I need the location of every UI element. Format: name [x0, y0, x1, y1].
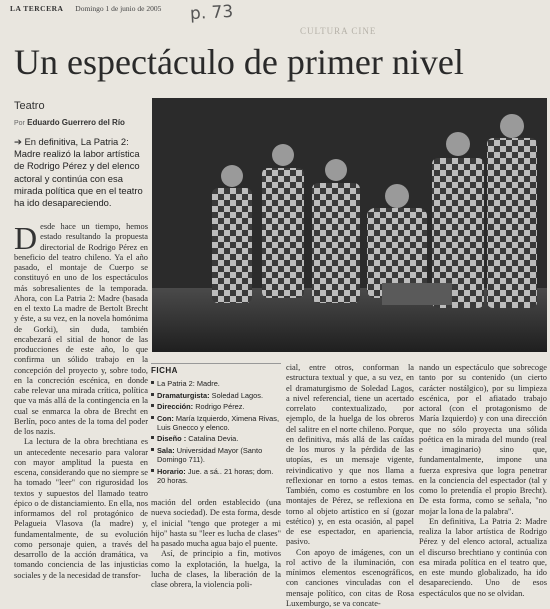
section-label: Teatro: [14, 100, 45, 112]
arrow-icon: ➔: [14, 136, 22, 147]
ficha-item: Sala: Universidad Mayor (Santo Domingo 711).: [151, 446, 281, 465]
body-paragraph: [14, 222, 148, 437]
body-paragraph: Así, de principio a fin, motivos como la explotación, la huelga, la lucha de clases, la liberación de la clase obrera, la violencia poli-: [151, 549, 281, 590]
faint-section-header: CULTURA CINE: [300, 26, 376, 36]
article-photo: [152, 98, 547, 352]
body-paragraph: nando un espectáculo que sobrecoge tanto por su contenido (un cierto carácter nostálgico), por su limpieza escénica, por el afiatado trabajo actoral (con el protagonismo de María Izquierdo) y con una dirección que no sólo proyecta una sólida poética en la mirada del mundo (real e imaginario) sino que, fundamentalmente, impone una fuerza expresiva que logra penetrar en la conciencia del espectador (tal y como lo pretendía el propio Brecht). De esta forma, como se señala, "no mojar la lona de la palabra".: [419, 363, 547, 517]
bullet-icon: [151, 381, 154, 384]
masthead: [10, 4, 161, 13]
bullet-icon: [151, 436, 154, 439]
drop-cap: D: [14, 222, 40, 251]
bullet-icon: [151, 448, 154, 451]
ficha-title: FICHA: [151, 366, 281, 375]
lead-text: En definitiva, La Patria 2: Madre realizó la labor artística de Rodrigo Pérez y del elenco actoral y continúa con esa mirada política que en el teatro ha ido desapareciendo.: [14, 136, 143, 208]
paragraph-text: esde hace un tiempo, hemos estado resultando la propuesta directorial de Rodrigo Pérez en beneficio del teatro chileno. Ya el año pasado, el montaje de Cuerpo se constituyó en uno de los espectáculos más sobresalientes de la temporada. Ahora, con La Patria 2: Madre (basada en el texto La madre de Bertolt Brecht y éste, a su vez, en la novela homónima de Gorki), sin duda, también encabezará el sitial de honor de las producciones de este año, lo que confirma un sólido trabajo en la concepción del proyecto y, sobre todo, en la concreción escénica, en donde cabe relevar una mirada crítica, política que va más allá de la contingencia en la cual se enmarca la obra de Brecht en Berlín, poco antes de la toma del poder de los nazis.: [14, 222, 148, 436]
ficha-item: Con: María Izquierdo, Ximena Rivas, Luis Gnecco y elenco.: [151, 414, 281, 433]
byline-prefix: Por: [14, 120, 25, 127]
bullet-icon: [151, 416, 154, 419]
headline: Un espectáculo de primer nivel: [14, 42, 464, 82]
byline: [14, 118, 125, 127]
lead-paragraph: [14, 136, 146, 209]
body-paragraph: cial, entre otros, conforman la estructura textual y que, a su vez, en el dramaturgismo de Soledad Lagos, a nivel referencial, tiene un acertado correlato contextualizado, por ejemplo, de la huelga de los obreros del salitre en el norte chileno. Porque, en definitiva, más allá de las caídas de los muros y la pérdida de las utopías, es un mensaje vigente, reivindicativo y que nos llama a reflexionar en torno a estos temas. También, como es costumbre en los montajes de Pérez, se reflexiona en torno al objeto artístico en sí (gozar estético) y, en esta ocasión, al papel de ese espectador, en apariencia, pasivo.: [286, 363, 414, 548]
body-column-1: [14, 222, 148, 581]
body-column-4: [419, 363, 547, 599]
ficha-item: La Patria 2: Madre.: [151, 379, 281, 388]
bullet-icon: [151, 469, 154, 472]
masthead-date: Domingo 1 de junio de 2005: [75, 4, 161, 13]
ficha-item: Dramaturgista: Soledad Lagos.: [151, 391, 281, 400]
bullet-icon: [151, 393, 154, 396]
masthead-brand: LA TERCERA: [10, 4, 63, 13]
handwritten-page-note: p. 73: [190, 2, 234, 24]
body-column-3: [286, 363, 414, 609]
ficha-item: Dirección: Rodrigo Pérez.: [151, 402, 281, 411]
byline-author: Eduardo Guerrero del Río: [27, 118, 125, 127]
ficha-item: Horario: Jue. a sá.. 21 horas; dom. 20 horas.: [151, 467, 281, 486]
body-paragraph: mación del orden establecido (una nueva sociedad). De esta forma, desde el inicial "tengo que proteger a mi hijo" hasta su "leer es lucha de clases" ha pasado mucha agua bajo el puente.: [151, 498, 281, 549]
ficha-item: Diseño : Catalina Devia.: [151, 434, 281, 443]
bullet-icon: [151, 404, 154, 407]
body-paragraph: La lectura de la obra brechtiana es un antecedente necesario para valorar con mayor amplitud la puesta en escena, considerando que no siempre se ha tomado "leer" con rigurosidad los textos y supuestos del llamado teatro épico o de distanciamiento. En ella, nos informamos del rol protagónico de Pelagueia Vlasova (la madre) y, fundamentalmente, de su evolución como personaje quien, a través del desarrollo de la acción dramática, va tomando conciencia de las injusticias sociales y de la necesidad de transfor-: [14, 437, 148, 581]
stage-photo-graphic: [152, 98, 547, 352]
ficha-box: [151, 363, 281, 494]
ficha-list: [151, 379, 281, 485]
body-column-2: [151, 498, 281, 590]
body-paragraph: En definitiva, La Patria 2: Madre realiza la labor artística de Rodrigo Pérez y del elenco actoral, actualiza el discurso brechtiano y continúa con esa mirada política en el teatro que, en este mundo globalizado, ha ido desapareciendo. Uno de esos espectáculos que no se olvidan.: [419, 517, 547, 599]
body-paragraph: Con apoyo de imágenes, con un rol activo de la iluminación, con mínimos elementos escenográficos, con canciones vinculadas con el mensaje político, con citas de Rosa Luxemburgo, se va concate-: [286, 548, 414, 609]
